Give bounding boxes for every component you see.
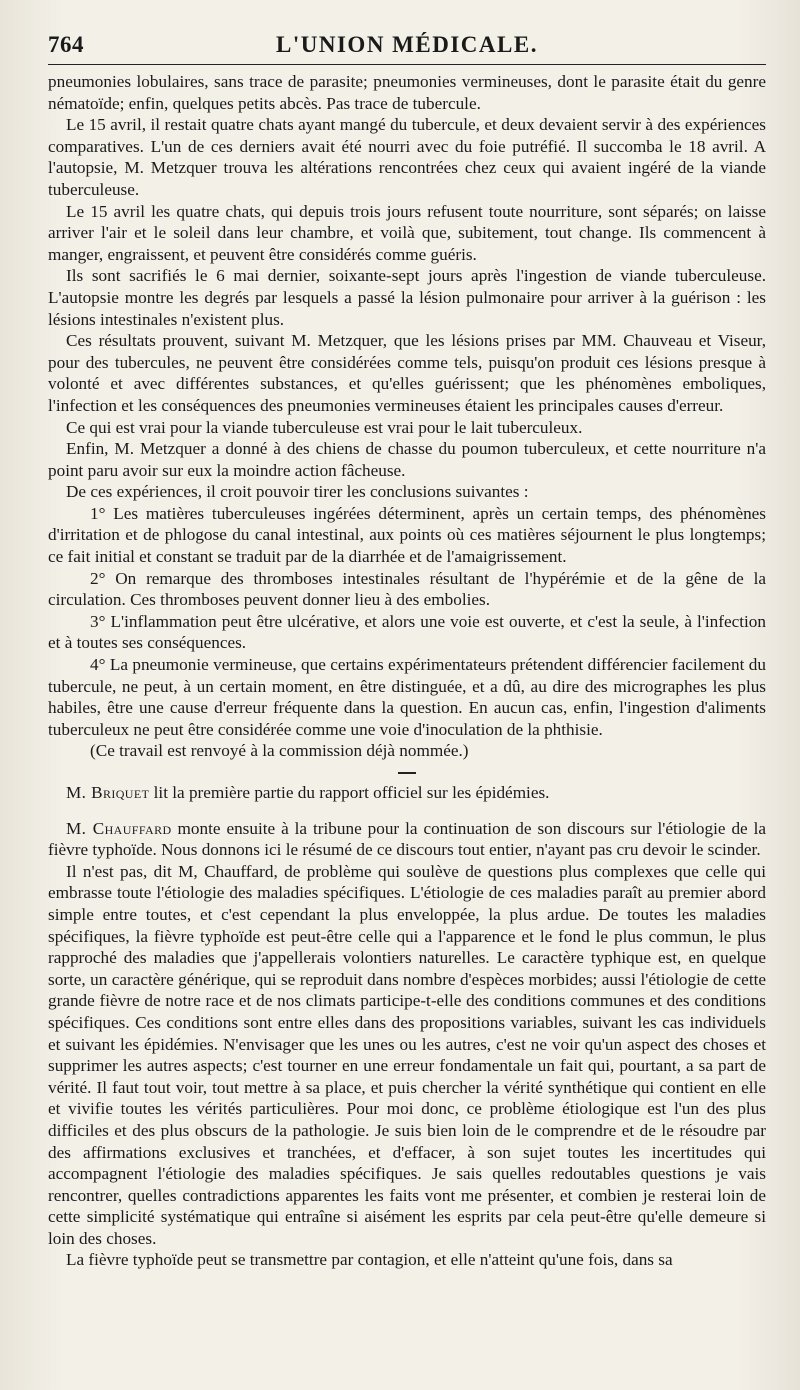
- document-body: [48, 71, 766, 1271]
- paragraph-text: lit la première partie du rapport officiel sur les épidémies.: [153, 783, 550, 802]
- section-divider: [398, 772, 416, 774]
- page-header: [48, 24, 766, 65]
- paragraph: Ce qui est vrai pour la viande tuberculeuse est vrai pour le lait tuberculeux.: [66, 417, 583, 437]
- paragraph: Enfin, M. Metzquer a donné à des chiens de chasse du poumon tuberculeux, et cette nourriture n'a point paru avoir sur eux la moindre action fâcheuse.: [48, 439, 766, 480]
- conclusion-item: 2° On remarque des thromboses intestinales résultant de l'hypérémie et de la gêne de la circulation. Ces thromboses peuvent donner lieu à des embolies.: [48, 568, 766, 610]
- paragraph: [48, 818, 766, 861]
- running-title: L'UNION MÉDICALE.: [276, 32, 538, 57]
- speaker-name: M. Briquet: [66, 783, 150, 802]
- page-number: 764: [48, 32, 84, 57]
- paragraph: Ils sont sacrifiés le 6 mai dernier, soixante-sept jours après l'ingestion de viande tuberculeuse. L'autopsie montre les degrés par lesquels a passé la lésion pulmonaire pour arriver à la guérison : les lésions intestinales n'existent plus.: [48, 266, 766, 329]
- speaker-name: M. Chauffard: [66, 818, 172, 838]
- paragraph: Il n'est pas, dit M, Chauffard, de problème qui soulève de questions plus complexes que celle qui embrasse toute l'étiologie des maladies spécifiques. L'étiologie de ces maladies paraît au premier abord simple entre toutes, et c'est cependant la plus enveloppée, la plus ardue. De toutes les maladies spécifiques, la fièvre typhoïde est peut-être celle qui a l'apparence et le fond le plus commun, le plus rapproché des maladies que j'appellerais volontiers naturelles. Le caractère typhique est, en quelque sorte, un caractère générique, qui se reproduit dans nombre d'espèces morbides; aussi l'étiologie de cette grande fièvre de notre race et de nos climats participe-t-elle des conditions communes et des conditions spécifiques. Ces conditions sont entre elles dans des propositions variables, suivant les cas individuels et suivant les épidémies. N'envisager que les unes ou les autres, c'est ne voir qu'un aspect des choses et supprimer les autres aspects; c'est tourner en une erreur fondamentale un fait qui, pourtant, a sa part de vérité. Il faut tout voir, tout mettre à sa place, et puis chercher la vérité synthétique qui contient en elle et vivifie toutes les vérités particulières. Pour moi donc, ce problème étiologique est l'un des plus difficiles et des plus obscurs de la pathologie. Je suis bien loin de le comprendre et de le résoudre par des affirmations exclusives et tranchées, et d'effacer, à son sujet toutes les incertitudes qui accompagnent l'étiologie des maladies spécifiques. Je sais quelles redoutables questions je vais rencontrer, quelles contradictions apparentes les faits vont me présenter, et combien je resterai loin de cette simplicité systématique qui entraîne si aisément les esprits par cela peut-être qu'elle demeure si loin des choses.: [48, 861, 766, 1248]
- paragraph: pneumonies lobulaires, sans trace de parasite; pneumonies vermineuses, dont le parasite était du genre nématoïde; enfin, quelques petits abcès. Pas trace de tubercule.: [48, 72, 766, 113]
- conclusion-item: 1° Les matières tuberculeuses ingérées déterminent, après un certain temps, des phénomènes d'irritation et de phlogose du canal intestinal, aux points où ces matières séjournent le plus longtemps; ce fait initial et constant se traduit par de la diarrhée et de l'amaigrissement.: [48, 503, 766, 567]
- conclusion-item: 4° La pneumonie vermineuse, que certains expérimentateurs prétendent différencier facilement du tubercule, ne peut, à un certain moment, en être distinguée, et a dû, au dire des micrographes les plus habiles, être une cause d'erreur fréquente dans la question. En aucun cas, enfin, l'ingestion d'aliments tuberculeux ne peut être considérée comme une voie d'inoculation de la phthisie.: [48, 655, 766, 739]
- paragraph: Ces résultats prouvent, suivant M. Metzquer, que les lésions prises par MM. Chauveau et Viseur, pour des tubercules, ne peuvent être considérées comme tels, puisqu'on produit ces lésions presque à volonté et avec différentes substances, et qu'elles guérissent; que les phénomènes emboliques, l'infection et les conséquences des pneumonies vermineuses étaient les principales causes d'erreur.: [48, 331, 766, 415]
- paragraph: De ces expériences, il croit pouvoir tirer les conclusions suivantes :: [66, 482, 529, 502]
- conclusion-item: 3° L'inflammation peut être ulcérative, et alors une voie est ouverte, et c'est la seule, à l'infection et à toutes ses conséquences.: [48, 611, 766, 653]
- referral-note: (Ce travail est renvoyé à la commission déjà nommée.): [90, 741, 469, 761]
- paragraph: [48, 782, 766, 804]
- paragraph: La fièvre typhoïde peut se transmettre par contagion, et elle n'atteint qu'une fois, dans sa: [66, 1250, 673, 1270]
- paragraph: Le 15 avril, il restait quatre chats ayant mangé du tubercule, et deux devaient servir à des expériences comparatives. L'un de ces derniers avait été nourri avec du foie putréfié. Il succomba le 18 avril. A l'autopsie, M. Metzquer trouva les altérations rencontrées chez ceux qui avaient ingéré de la viande tuberculeuse.: [48, 115, 766, 199]
- paragraph-text: monte ensuite à la tribune pour la continuation de son discours sur l'étiologie de la fièvre typhoïde. Nous donnons ici le résumé de ce discours tout entier, n'ayant pas cru devoir le scinder.: [48, 818, 767, 860]
- paragraph: Le 15 avril les quatre chats, qui depuis trois jours refusent toute nourriture, sont séparés; on laisse arriver l'air et le soleil dans leur chambre, et voilà que, subitement, tout change. Ils commencent à manger, engraissent, et peuvent être considérés comme guéris.: [48, 201, 766, 264]
